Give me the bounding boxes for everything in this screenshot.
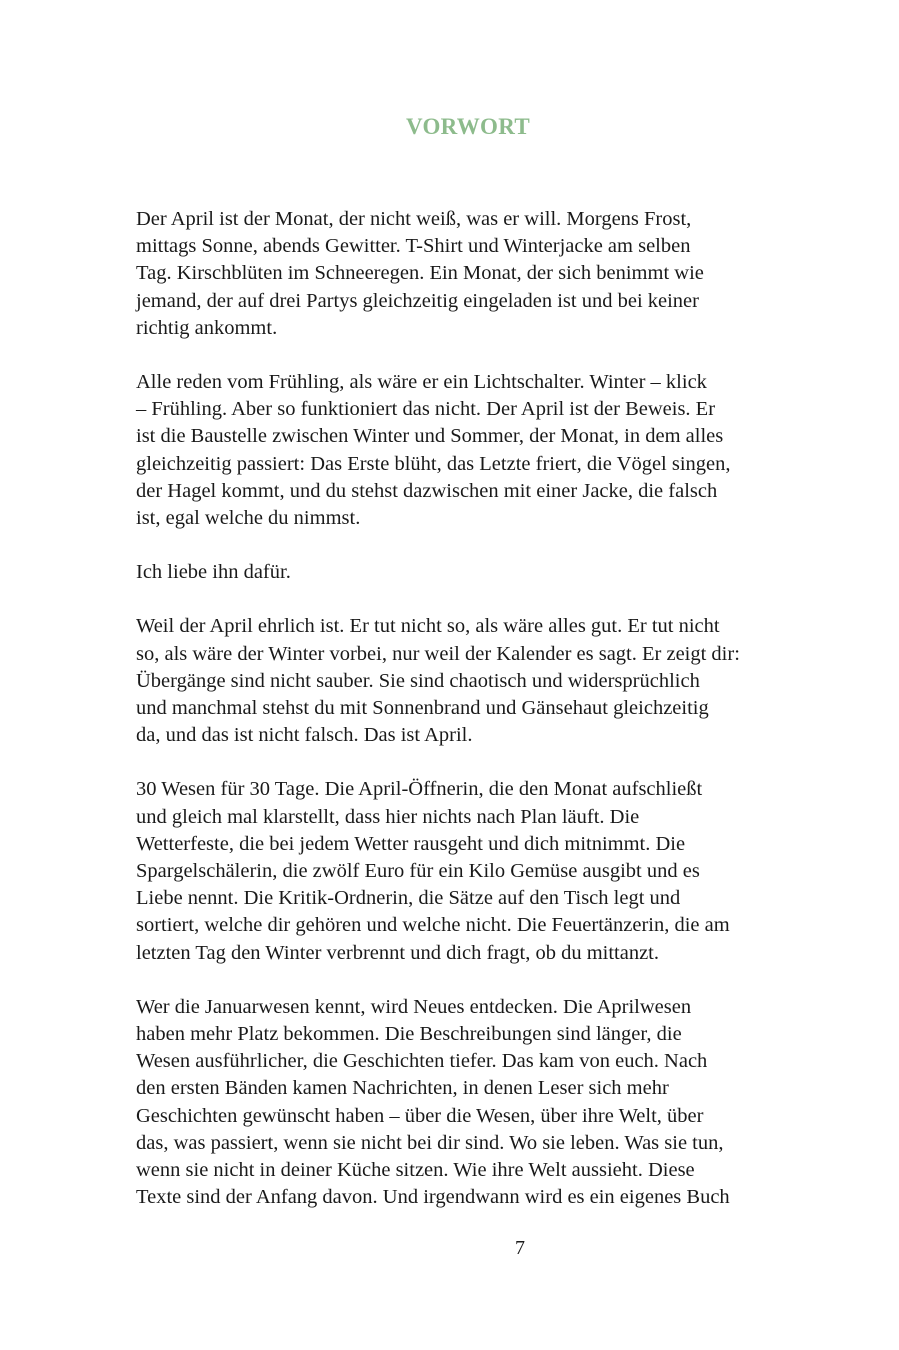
paragraph [136,369,816,532]
text-line: mittags Sonne, abends Gewitter. T-Shirt und Winterjacke am selben [136,235,691,258]
text-line: Alle reden vom Frühling, als wäre er ein Lichtschalter. Winter – klick [136,371,707,394]
text-line: der Hagel kommt, und du stehst dazwischen mit einer Jacke, die falsch [136,479,718,502]
text-line: gleichzeitig passiert: Das Erste blüht, das Letzte friert, die Vögel singen, [136,452,731,475]
text-line: ist die Baustelle zwischen Winter und Sommer, der Monat, in dem alles [136,425,724,448]
text-line: Liebe nennt. Die Kritik-Ordnerin, die Sätze auf den Tisch legt und [136,887,681,910]
text-line: jemand, der auf drei Partys gleichzeitig eingeladen ist und bei keiner [136,289,699,312]
text-line: und gleich mal klarstellt, dass hier nichts nach Plan läuft. Die [136,805,640,828]
text-line: Wesen ausführlicher, die Geschichten tiefer. Das kam von euch. Nach [136,1050,708,1073]
text-line: Wetterfeste, die bei jedem Wetter rausgeht und dich mitnimmt. Die [136,832,686,855]
text-line: so, als wäre der Winter vorbei, nur weil der Kalender es sagt. Er zeigt dir: [136,642,740,665]
text-line: – Frühling. Aber so funktioniert das nicht. Der April ist der Beweis. Er [136,398,716,421]
page-number: 7 [515,1237,525,1259]
text-line: richtig ankommt. [136,316,278,339]
text-line: Tag. Kirschblüten im Schneeregen. Ein Monat, der sich benimmt wie [136,262,704,285]
paragraph [136,776,816,966]
text-line: Spargelschälerin, die zwölf Euro für ein Kilo Gemüse ausgibt und es [136,860,700,883]
text-line: Ich liebe ihn dafür. [136,561,291,584]
text-line: Weil der April ehrlich ist. Er tut nicht so, als wäre alles gut. Er tut nicht [136,615,720,638]
paragraph [136,559,816,586]
text-line: wenn sie nicht in deiner Küche sitzen. Wie ihre Welt aussieht. Diese [136,1159,695,1182]
paragraph [136,206,816,342]
text-line: das, was passiert, wenn sie nicht bei dir sind. Wo sie leben. Was sie tun, [136,1131,724,1154]
text-line: sortiert, welche dir gehören und welche nicht. Die Feuertänzerin, die am [136,914,730,937]
text-line: Wer die Januarwesen kennt, wird Neues entdecken. Die Aprilwesen [136,995,692,1018]
text-line: Geschichten gewünscht haben – über die Wesen, über ihre Welt, über [136,1104,704,1127]
text-line: Texte sind der Anfang davon. Und irgendwann wird es ein eigenes Buch [136,1186,730,1209]
body-text [136,206,816,1239]
text-line: haben mehr Platz bekommen. Die Beschreibungen sind länger, die [136,1023,682,1046]
text-line: ist, egal welche du nimmst. [136,507,361,530]
text-line: 30 Wesen für 30 Tage. Die April-Öffnerin, die den Monat aufschließt [136,778,703,801]
paragraph [136,994,816,1212]
text-line: Übergänge sind nicht sauber. Sie sind chaotisch und widersprüchlich [136,669,700,692]
text-line: und manchmal stehst du mit Sonnenbrand und Gänsehaut gleichzeitig [136,697,709,720]
text-line: Der April ist der Monat, der nicht weiß, was er will. Morgens Frost, [136,208,692,230]
chapter-title: VORWORT [406,114,530,139]
text-line: den ersten Bänden kamen Nachrichten, in denen Leser sich mehr [136,1077,669,1100]
paragraph [136,613,816,749]
text-line: da, und das ist nicht falsch. Das ist April. [136,724,473,747]
text-line: letzten Tag den Winter verbrennt und dich fragt, ob du mittanzt. [136,941,659,964]
